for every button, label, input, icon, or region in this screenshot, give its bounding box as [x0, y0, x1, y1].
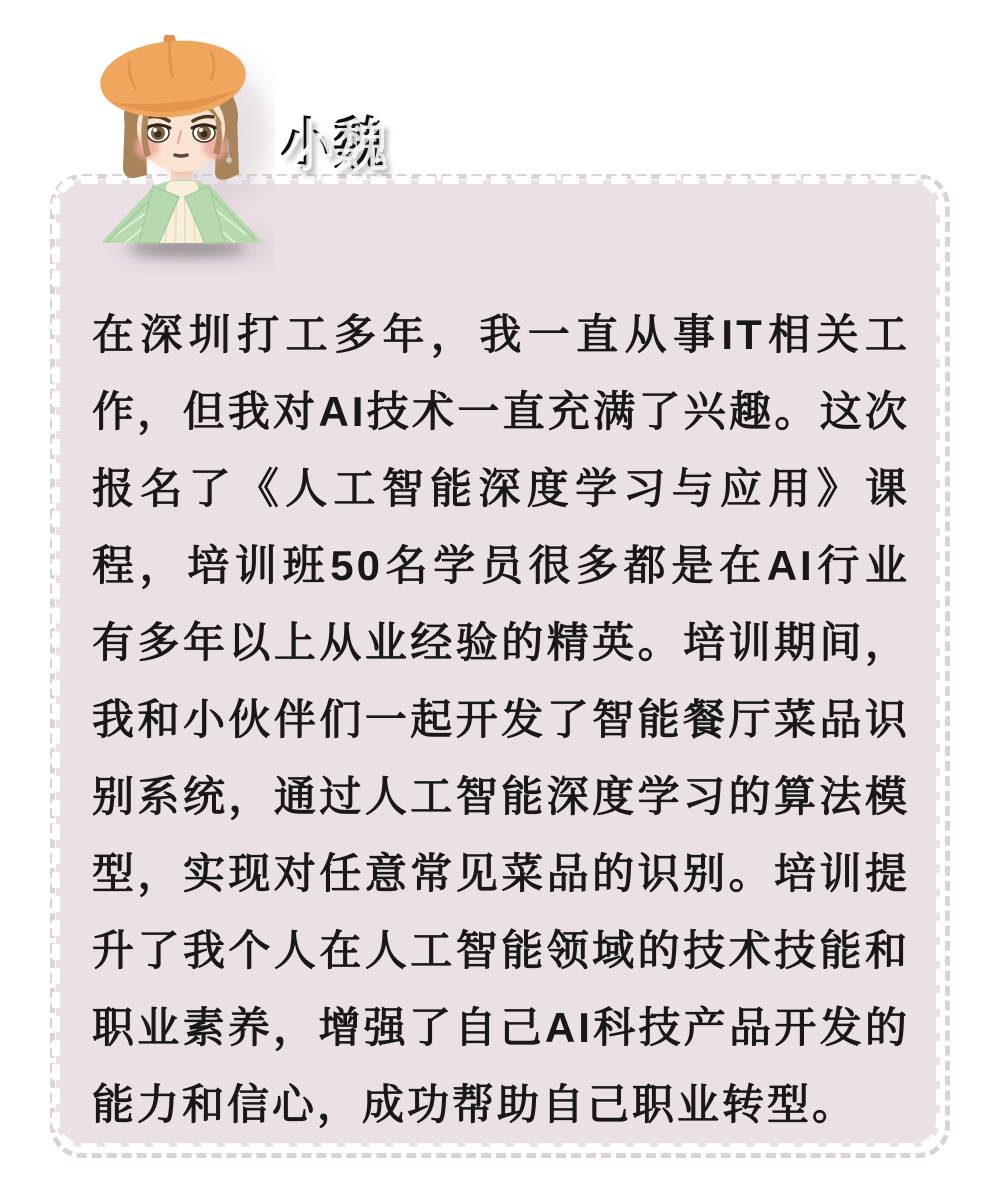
- testimonial-paragraph: 在深圳打工多年，我一直从事IT相关工作，但我对AI技术一直充满了兴趣。这次报名了《人工智能深度学习与应用》课程，培训班50名学员很多都是在AI行业有多年以上从业经验的精英。培训期间，我和小伙伴们一起开发了智能餐厅菜品识别系统，通过人工智能深度学习的算法模型，实现对任意常见菜品的识别。培训提升了我个人在人工智能领域的技术技能和职业素养，增强了自己AI科技产品开发的能力和信心，成功帮助自己职业转型。: [92, 311, 910, 1128]
- author-name-label: 小魏: [280, 100, 386, 180]
- avatar: [95, 35, 275, 275]
- girl-avatar-icon: [95, 35, 275, 275]
- testimonial-card: [56, 180, 940, 1147]
